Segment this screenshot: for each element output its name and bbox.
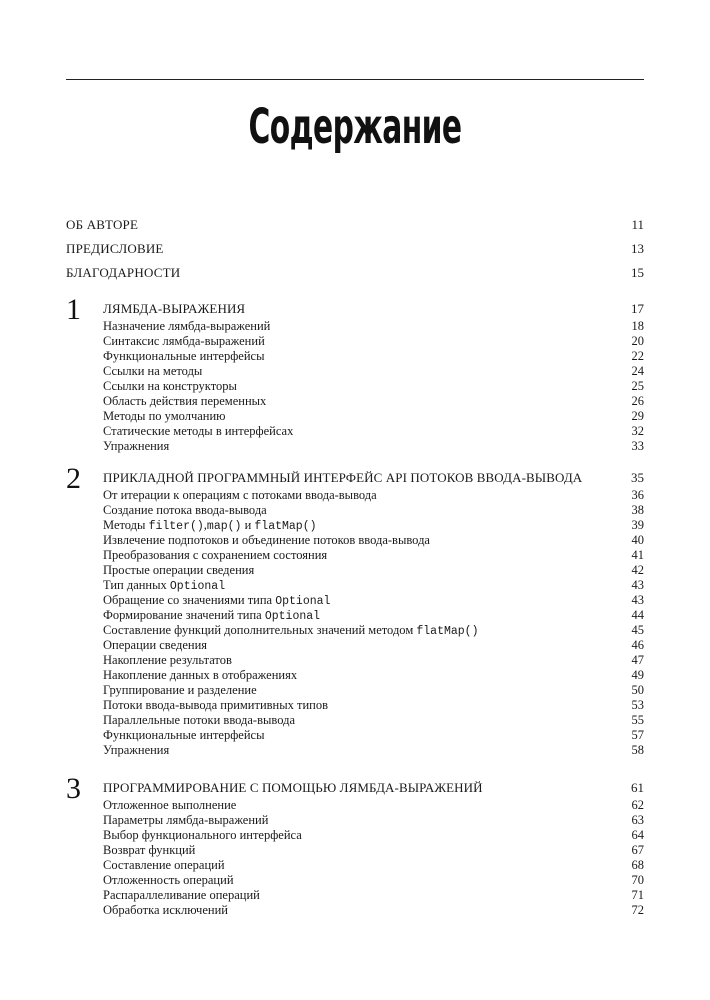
page-number: 67 <box>631 843 644 857</box>
section-title: Отложенное выполнение <box>103 798 237 812</box>
section-title: Распараллеливание операций <box>103 888 260 902</box>
section-title: Создание потока ввода-вывода <box>103 503 267 517</box>
page-number: 22 <box>631 349 644 363</box>
page-number: 70 <box>631 873 644 887</box>
entry-title: БЛАГОДАРНОСТИ <box>66 265 181 280</box>
section-title: Статические методы в интерфейсах <box>103 424 294 438</box>
page-number: 33 <box>631 439 644 453</box>
section-entry[interactable] <box>103 888 644 903</box>
section-entry[interactable] <box>103 533 644 548</box>
section-entry[interactable] <box>103 858 644 873</box>
section-title: Параллельные потоки ввода-вывода <box>103 713 296 727</box>
page-number: 35 <box>631 470 644 485</box>
page-number: 45 <box>631 623 644 637</box>
section-title <box>103 608 320 624</box>
page-number: 20 <box>631 334 644 348</box>
section-entry[interactable] <box>103 394 644 409</box>
section-entry[interactable] <box>103 638 644 653</box>
section-entry[interactable] <box>103 698 644 713</box>
page-number: 44 <box>631 608 644 622</box>
page-number: 15 <box>631 265 644 280</box>
section-title <box>103 593 330 609</box>
section-title: Возврат функций <box>103 843 196 857</box>
section-entry[interactable] <box>103 424 644 439</box>
page-number: 38 <box>631 503 644 517</box>
page-number: 64 <box>631 828 644 842</box>
page-number: 57 <box>631 728 644 742</box>
section-entry[interactable] <box>103 548 644 563</box>
section-title: Операции сведения <box>103 638 208 652</box>
page-number: 55 <box>631 713 644 727</box>
section-entry[interactable] <box>103 563 644 578</box>
section-entry[interactable] <box>103 813 644 828</box>
section-entry[interactable] <box>103 319 644 334</box>
section-title <box>103 518 317 534</box>
section-entry[interactable] <box>103 409 644 424</box>
page-number: 26 <box>631 394 644 408</box>
code-fragment: flatMap() <box>254 520 317 533</box>
section-title: Обработка исключений <box>103 903 228 917</box>
section-list <box>103 488 644 758</box>
code-fragment: flatMap() <box>416 625 479 638</box>
page-number: 46 <box>631 638 644 652</box>
page-number: 47 <box>631 653 644 667</box>
entry-title: ПРЕДИСЛОВИЕ <box>66 241 164 256</box>
section-entry[interactable] <box>103 683 644 698</box>
section-entry[interactable] <box>103 503 644 518</box>
section-entry[interactable] <box>103 593 644 608</box>
chapter-title: ПРОГРАММИРОВАНИЕ С ПОМОЩЬЮ ЛЯМБДА-ВЫРАЖЕНИЙ <box>103 780 483 795</box>
page-number: 13 <box>631 241 644 256</box>
chapter-number: 1 <box>66 293 81 326</box>
page-number: 49 <box>631 668 644 682</box>
section-title: Составление операций <box>103 858 225 872</box>
section-title: Синтаксис лямбда-выражений <box>103 334 265 348</box>
section-title <box>103 623 478 639</box>
code-fragment: Optional <box>275 595 331 608</box>
section-title: Параметры лямбда-выражений <box>103 813 269 827</box>
page-number: 18 <box>631 319 644 333</box>
front-matter-entry[interactable] <box>66 264 644 282</box>
section-entry[interactable] <box>103 668 644 683</box>
section-entry[interactable] <box>103 828 644 843</box>
text-fragment: , <box>203 518 207 532</box>
section-entry[interactable] <box>103 439 644 454</box>
entry-title: ОБ АВТОРЕ <box>66 217 139 232</box>
section-list <box>103 798 644 918</box>
chapter-heading[interactable] <box>103 469 644 487</box>
section-title: Функциональные интерфейсы <box>103 349 265 363</box>
front-matter-entry[interactable] <box>66 216 644 234</box>
chapter-heading[interactable] <box>103 300 644 318</box>
code-fragment: Optional <box>169 580 226 593</box>
section-entry[interactable] <box>103 743 644 758</box>
page-number: 11 <box>631 217 644 232</box>
section-list <box>103 319 644 454</box>
page-number: 17 <box>631 301 644 316</box>
text-fragment: Методы <box>103 518 149 532</box>
section-title: Упражнения <box>103 743 170 757</box>
page-number: 32 <box>631 424 644 438</box>
code-fragment: filter() <box>148 520 204 533</box>
section-title: Извлечение подпотоков и объединение потоков ввода-вывода <box>103 533 430 547</box>
section-entry[interactable] <box>103 798 644 813</box>
top-rule <box>66 79 644 80</box>
section-entry[interactable] <box>103 608 644 623</box>
code-fragment: Optional <box>264 610 321 623</box>
page-number: 36 <box>631 488 644 502</box>
text-fragment: Тип данных <box>103 578 170 592</box>
section-title: Накопление данных в отображениях <box>103 668 298 682</box>
text-fragment: Формирование значений типа <box>103 608 265 622</box>
page-number: 62 <box>631 798 644 812</box>
page-number: 39 <box>631 518 644 532</box>
section-entry[interactable] <box>103 843 644 858</box>
section-title: Накопление результатов <box>103 653 232 667</box>
page-number: 71 <box>631 888 644 902</box>
section-entry[interactable] <box>103 364 644 379</box>
code-fragment: map() <box>206 520 242 533</box>
page-number: 61 <box>631 780 644 795</box>
section-entry[interactable] <box>103 578 644 593</box>
section-title: Назначение лямбда-выражений <box>103 319 271 333</box>
section-title: Простые операции сведения <box>103 563 255 577</box>
section-title: Группирование и разделение <box>103 683 257 697</box>
text-fragment: Составление функций дополнительных значений методом <box>103 623 417 637</box>
text-fragment: Обращение со значениями типа <box>103 593 276 607</box>
section-title: Упражнения <box>103 439 170 453</box>
section-title: От итерации к операциям с потоками ввода-вывода <box>103 488 377 502</box>
section-entry[interactable] <box>103 903 644 918</box>
section-entry[interactable] <box>103 728 644 743</box>
section-title: Функциональные интерфейсы <box>103 728 265 742</box>
section-entry[interactable] <box>103 334 644 349</box>
page-number: 43 <box>631 593 644 607</box>
page-number: 53 <box>631 698 644 712</box>
section-title: Преобразования с сохранением состояния <box>103 548 328 562</box>
section-title: Выбор функционального интерфейса <box>103 828 302 842</box>
page-number: 50 <box>631 683 644 697</box>
section-entry[interactable] <box>103 518 644 533</box>
page-number: 40 <box>631 533 644 547</box>
chapter-number: 2 <box>66 462 81 495</box>
front-matter-entry[interactable] <box>66 240 644 258</box>
section-entry[interactable] <box>103 349 644 364</box>
page-number: 58 <box>631 743 644 757</box>
page-number: 24 <box>631 364 644 378</box>
page-number: 41 <box>631 548 644 562</box>
page-number: 63 <box>631 813 644 827</box>
page-number: 43 <box>631 578 644 592</box>
section-title <box>103 578 225 594</box>
section-title: Ссылки на конструкторы <box>103 379 237 393</box>
page-number: 29 <box>631 409 644 423</box>
chapter-title: ЛЯМБДА-ВЫРАЖЕНИЯ <box>103 301 246 316</box>
chapter-heading[interactable] <box>103 779 644 797</box>
page-number: 42 <box>631 563 644 577</box>
section-title: Область действия переменных <box>103 394 267 408</box>
section-entry[interactable] <box>103 873 644 888</box>
section-title: Ссылки на методы <box>103 364 203 378</box>
page-number: 25 <box>631 379 644 393</box>
section-entry[interactable] <box>103 379 644 394</box>
section-title: Потоки ввода-вывода примитивных типов <box>103 698 329 712</box>
page-title: Содержание <box>248 99 462 155</box>
chapter-title: ПРИКЛАДНОЙ ПРОГРАММНЫЙ ИНТЕРФЕЙС API ПОТОКОВ ВВОДА-ВЫВОДА <box>103 470 583 485</box>
section-entry[interactable] <box>103 653 644 668</box>
section-title: Методы по умолчанию <box>103 409 226 423</box>
section-entry[interactable] <box>103 713 644 728</box>
section-entry[interactable] <box>103 488 644 503</box>
text-fragment: и <box>241 518 255 532</box>
page-number: 68 <box>631 858 644 872</box>
chapter-number: 3 <box>66 772 81 805</box>
page-number: 72 <box>631 903 644 917</box>
section-title: Отложенность операций <box>103 873 234 887</box>
section-entry[interactable] <box>103 623 644 638</box>
